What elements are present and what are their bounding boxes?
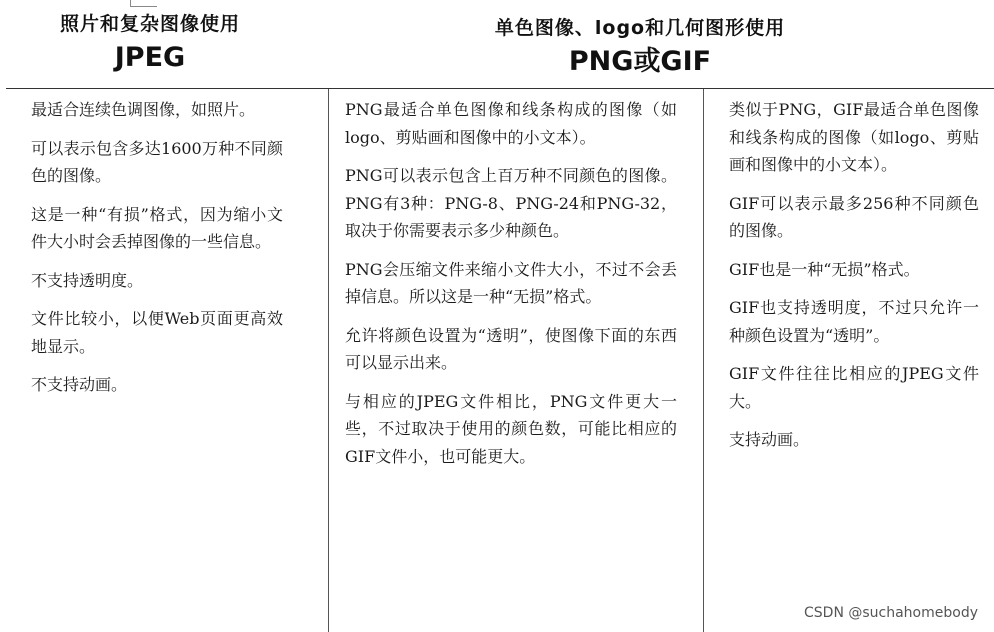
column-png [345,96,677,481]
gif-point: GIF文件往往比相应的JPEG文件大。 [729,364,979,411]
jpeg-point: 不支持动画。 [31,375,128,394]
column-divider-1 [328,89,329,632]
column-jpeg [31,96,283,410]
header-png-gif-format: PNG或GIF [568,46,712,77]
png-point: PNG会压缩文件来缩小文件大小，不过不会丢掉信息。所以这是一种“无损”格式。 [345,259,677,306]
scan-artifact [130,0,157,7]
header-divider [6,88,994,89]
gif-point: GIF也是一种“无损”格式。 [729,259,920,279]
header-png-gif [430,16,850,78]
header-png-gif-title: 单色图像、logo和几何图形使用 [494,17,786,39]
column-gif [729,96,979,465]
jpeg-point: 文件比较小，以便Web页面更高效地显示。 [31,309,283,356]
header-jpeg [0,12,300,74]
jpeg-point: 不支持透明度。 [31,270,144,290]
gif-point: GIF可以表示最多256种不同颜色的图像。 [729,193,979,240]
jpeg-point: 可以表示包含多达1600万种不同颜色的图像。 [31,138,283,185]
watermark-text: CSDN @suchahomebody [804,605,978,621]
png-point: 与相应的JPEG文件相比，PNG文件更大一些，不过取决于使用的颜色数，可能比相应的GIF文件小，也可能更大。 [345,391,677,466]
gif-point: 类似于PNG，GIF最适合单色图像和线条构成的图像（如logo、剪贴画和图像中的小文本）。 [729,100,979,174]
header-jpeg-title: 照片和复杂图像使用 [59,13,240,35]
png-point: PNG可以表示包含上百万种不同颜色的图像。PNG有3种：PNG-8、PNG-24和PNG-32，取决于你需要表示多少种颜色。 [345,166,677,240]
png-point: PNG最适合单色图像和线条构成的图像（如logo、剪贴画和图像中的小文本）。 [345,100,677,147]
column-divider-2 [703,89,704,632]
jpeg-point: 这是一种“有损”格式，因为缩小文件大小时会丢掉图像的一些信息。 [31,204,283,251]
png-point: 允许将颜色设置为“透明”，使图像下面的东西可以显示出来。 [345,325,677,372]
gif-point: 支持动画。 [729,430,810,449]
jpeg-point: 最适合连续色调图像，如照片。 [31,100,256,119]
header-jpeg-format: JPEG [114,42,186,73]
gif-point: GIF也支持透明度，不过只允许一种颜色设置为“透明”。 [729,298,979,345]
